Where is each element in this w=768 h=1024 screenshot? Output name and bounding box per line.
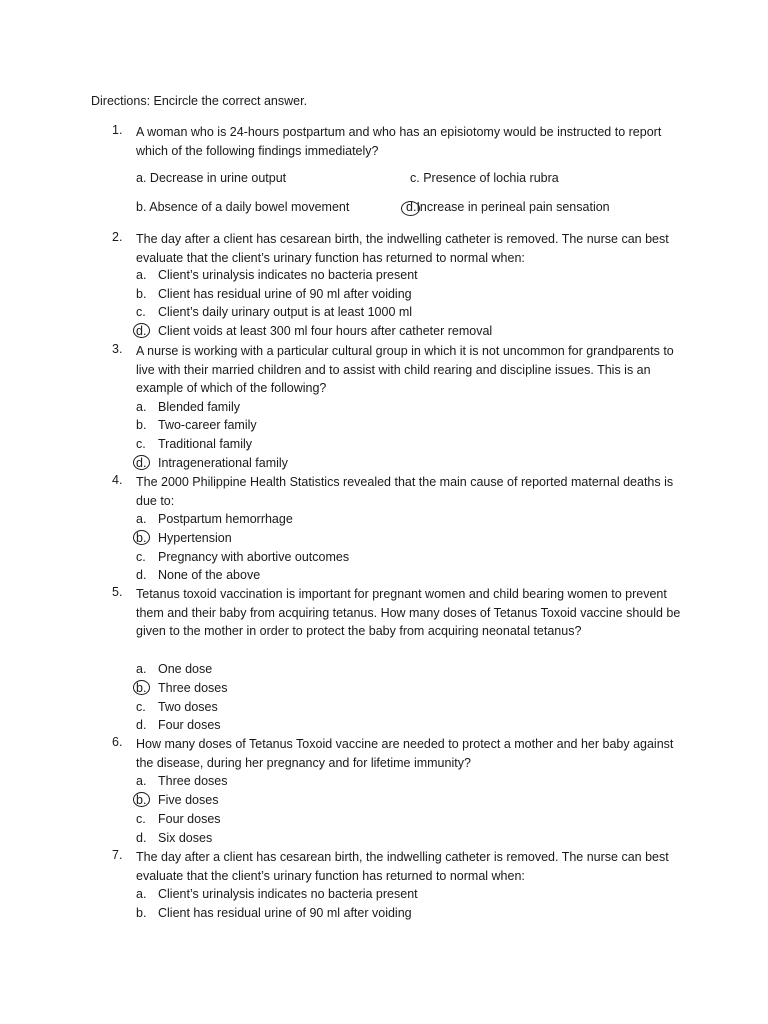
option-text: Two doses: [158, 700, 218, 714]
option-letter: a.: [136, 268, 147, 282]
option-a[interactable]: [136, 171, 286, 185]
answer-circle-icon: [133, 680, 150, 695]
answer-circle-icon: [133, 530, 150, 545]
option-text: Increase in perineal pain sensation: [416, 200, 610, 214]
option-d[interactable]: [405, 200, 610, 214]
question-text: How many doses of Tetanus Toxoid vaccine are needed to protect a mother and her baby against the disease, during her pregnancy and for lifetime immunity?: [136, 737, 674, 770]
answer-circle-icon: [401, 201, 420, 216]
question-number: 2.: [112, 230, 123, 244]
option-letter: a.: [136, 400, 147, 414]
option-letter: c.: [410, 171, 420, 185]
question-number: 4.: [112, 473, 123, 487]
option-letter: c.: [136, 700, 146, 714]
option-text: Four doses: [158, 812, 221, 826]
option-letter: b.: [136, 531, 147, 545]
directions-text: Directions: Encircle the correct answer.: [91, 94, 308, 108]
option-text: Three doses: [158, 681, 228, 695]
question-number: 5.: [112, 585, 123, 599]
option-letter: a.: [136, 512, 147, 526]
answer-circle-icon: [133, 455, 150, 470]
option-letter: b.: [136, 906, 147, 920]
option-letter: a.: [136, 774, 147, 788]
answer-circle-icon: [133, 323, 150, 338]
option-text: Four doses: [158, 718, 221, 732]
option-text: Two-career family: [158, 418, 257, 432]
option-letter: a.: [136, 887, 147, 901]
answer-circle-icon: [133, 792, 150, 807]
option-text: Client’s daily urinary output is at least 1000 ml: [158, 305, 413, 319]
option-letter: d.: [136, 831, 147, 845]
option-text: Hypertension: [158, 531, 232, 545]
option-text: Six doses: [158, 831, 213, 845]
option-text: None of the above: [158, 568, 261, 582]
option-letter: b.: [136, 200, 147, 214]
option-text: Intragenerational family: [158, 456, 288, 470]
option-letter: d.: [136, 324, 147, 338]
question-number: 6.: [112, 735, 123, 749]
option-text: Presence of lochia rubra: [423, 171, 559, 185]
option-text: One dose: [158, 662, 213, 676]
question-number: 7.: [112, 848, 123, 862]
option-text: Five doses: [158, 793, 219, 807]
option-text: Postpartum hemorrhage: [158, 512, 293, 526]
option-text: Client’s urinalysis indicates no bacteria present: [158, 887, 418, 901]
question-number: 3.: [112, 342, 123, 356]
option-text: Client has residual urine of 90 ml after voiding: [158, 906, 412, 920]
option-text: Client voids at least 300 ml four hours after catheter removal: [158, 324, 493, 338]
question-text: A woman who is 24-hours postpartum and who has an episiotomy would be instructed to report which of the following findings immediately?: [136, 125, 662, 158]
question-text: A nurse is working with a particular cultural group in which it is not uncommon for grandparents to live with their married children and to assist with child rearing and discipline issues. This is an example of which of the following?: [136, 344, 674, 396]
option-letter: d.: [406, 200, 417, 214]
option-text: Client has residual urine of 90 ml after voiding: [158, 287, 412, 301]
question-number: 1.: [112, 123, 123, 137]
question-text: Tetanus toxoid vaccination is important for pregnant women and child bearing women to prevent them and their baby from acquiring tetanus. How many doses of Tetanus Toxoid vaccine should be given to the mother in order to protect the baby from acquiring neonatal tetanus?: [136, 587, 681, 639]
option-letter: b.: [136, 287, 147, 301]
option-letter: b.: [136, 418, 147, 432]
option-letter: c.: [136, 812, 146, 826]
option-text: Absence of a daily bowel movement: [149, 200, 350, 214]
option-letter: b.: [136, 681, 147, 695]
option-text: Blended family: [158, 400, 240, 414]
option-text: Decrease in urine output: [149, 171, 287, 185]
question-text: The day after a client has cesarean birth, the indwelling catheter is removed. The nurse can best evaluate that the client’s urinary function has returned to normal when:: [136, 232, 669, 265]
option-letter: b.: [136, 793, 147, 807]
option-letter: d.: [136, 456, 147, 470]
option-letter: a.: [136, 171, 147, 185]
option-text: Pregnancy with abortive outcomes: [158, 550, 350, 564]
option-letter: d.: [136, 568, 147, 582]
option-letter: c.: [136, 437, 146, 451]
option-text: Client’s urinalysis indicates no bacteria present: [158, 268, 418, 282]
option-letter: c.: [136, 305, 146, 319]
option-letter: d.: [136, 718, 147, 732]
option-text: Three doses: [158, 774, 228, 788]
option-letter: c.: [136, 550, 146, 564]
option-b[interactable]: [136, 200, 349, 214]
question-text: The 2000 Philippine Health Statistics revealed that the main cause of reported maternal deaths is due to:: [136, 475, 674, 508]
option-letter: a.: [136, 662, 147, 676]
option-c[interactable]: [410, 171, 559, 185]
option-text: Traditional family: [158, 437, 253, 451]
question-text: The day after a client has cesarean birth, the indwelling catheter is removed. The nurse can best evaluate that the client’s urinary function has returned to normal when:: [136, 850, 669, 883]
